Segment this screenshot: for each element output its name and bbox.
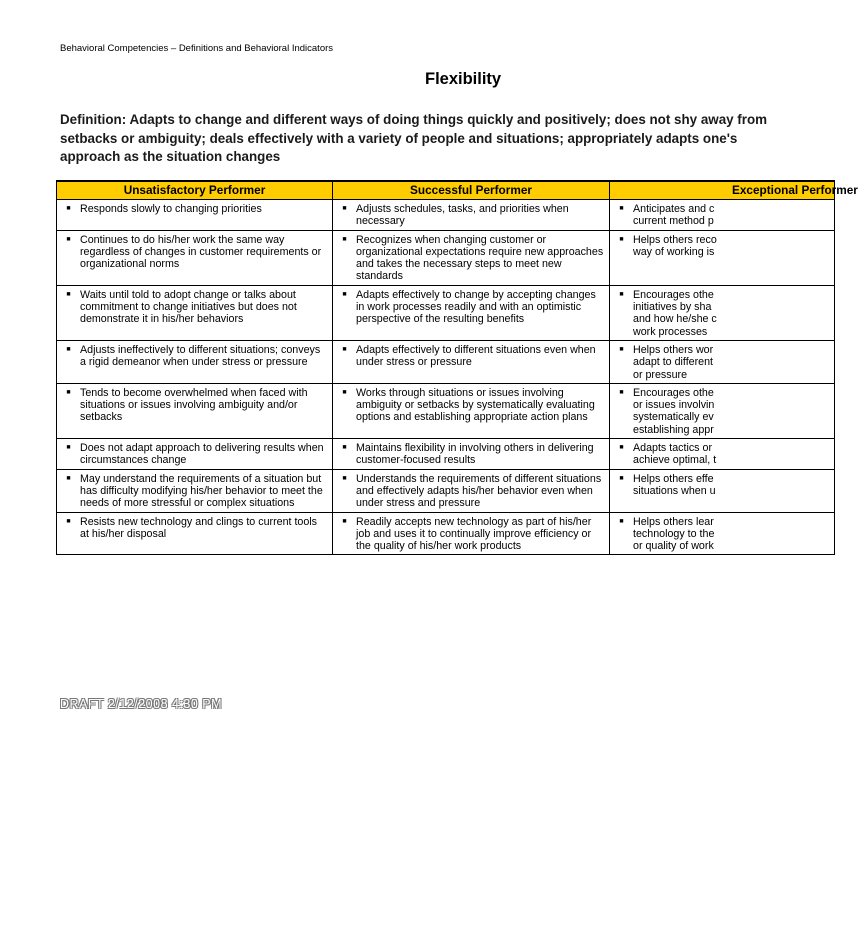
definition-text: Adapts to change and different ways of doing things quickly and positively; does not shy away from setbacks or ambiguity; deals effectively with a variety of people and situations; appropriately adapts one's approach as the situation changes [60, 112, 768, 164]
square-bullet-icon: ■ [619, 444, 624, 452]
square-bullet-icon: ■ [66, 474, 71, 482]
square-bullet-icon: ■ [66, 290, 71, 298]
indicator-text: Works through situations or issues involving ambiguity or setbacks by systematically evaluating options and establishing appropriate action plans [356, 386, 595, 424]
unsatisfactory-cell [57, 512, 333, 555]
table-row [57, 200, 835, 231]
indicator-text: Helps others effe situations when u [633, 472, 716, 497]
exceptional-cell [610, 340, 835, 383]
square-bullet-icon: ■ [619, 345, 624, 353]
unsatisfactory-cell [57, 469, 333, 512]
performance-matrix [56, 180, 858, 555]
indicator-text: Waits until told to adopt change or talks about commitment to change initiatives but does not demonstrate it in his/her behaviors [80, 288, 297, 326]
square-bullet-icon: ■ [342, 345, 347, 353]
square-bullet-icon: ■ [619, 388, 624, 396]
exceptional-cell [610, 512, 835, 555]
square-bullet-icon: ■ [66, 444, 71, 452]
square-bullet-icon: ■ [342, 290, 347, 298]
exceptional-cell [610, 439, 835, 470]
successful-cell [333, 439, 610, 470]
running-header: Behavioral Competencies – Definitions and Behavioral Indicators [60, 43, 334, 54]
square-bullet-icon: ■ [619, 517, 624, 525]
indicator-text: Responds slowly to changing priorities [80, 203, 262, 215]
indicator-text: Helps others reco way of working is [633, 233, 717, 258]
indicator-text: Continues to do his/her work the same way regardless of changes in customer requirements or organizational norms [80, 233, 322, 271]
unsatisfactory-cell [57, 340, 333, 383]
table-row [57, 512, 835, 555]
definition-paragraph [60, 111, 800, 167]
square-bullet-icon: ■ [66, 205, 71, 212]
header-exceptional: Exceptional Performer [610, 181, 835, 200]
unsatisfactory-cell [57, 200, 333, 231]
definition-label: Definition: [60, 112, 127, 127]
square-bullet-icon: ■ [342, 444, 347, 452]
indicator-text: Understands the requirements of different situations and effectively adapts his/her behavior even when under stress and pressure [356, 472, 602, 510]
square-bullet-icon: ■ [342, 388, 347, 396]
unsatisfactory-cell [57, 230, 333, 285]
indicator-text: May understand the requirements of a situation but has difficulty modifying his/her behavior to meet the needs of more stressful or complex situations [80, 472, 323, 510]
successful-cell [333, 340, 610, 383]
square-bullet-icon: ■ [342, 474, 347, 482]
exceptional-cell [610, 285, 835, 340]
unsatisfactory-cell [57, 285, 333, 340]
matrix-header-row [57, 181, 835, 200]
indicator-text: Recognizes when changing customer or organizational expectations require new approaches and takes the necessary steps to meet new standards [356, 233, 604, 283]
square-bullet-icon: ■ [619, 474, 624, 482]
exceptional-cell [610, 200, 835, 231]
exceptional-cell [610, 469, 835, 512]
table-row [57, 383, 835, 438]
indicator-text: Helps others wor adapt to different or pressure [633, 343, 714, 381]
square-bullet-icon: ■ [66, 388, 71, 396]
square-bullet-icon: ■ [619, 290, 624, 298]
header-successful: Successful Performer [333, 181, 610, 200]
exceptional-cell [610, 383, 835, 438]
table-row [57, 340, 835, 383]
indicator-text: Adapts tactics or achieve optimal, t [633, 442, 717, 467]
table-row [57, 439, 835, 470]
successful-cell [333, 512, 610, 555]
square-bullet-icon: ■ [619, 205, 624, 212]
square-bullet-icon: ■ [342, 517, 347, 525]
indicator-text: Does not adapt approach to delivering results when circumstances change [80, 442, 324, 467]
indicator-text: Encourages othe or issues involvin systematically ev establishing appr [633, 386, 715, 436]
successful-cell [333, 469, 610, 512]
draft-watermark: DRAFT 2/12/2008 4:30 PM [60, 697, 223, 711]
table-row [57, 469, 835, 512]
indicator-text: Encourages othe initiatives by sha and how he/she c work processes [633, 288, 717, 338]
page-title: Flexibility [425, 70, 502, 88]
indicator-text: Resists new technology and clings to current tools at his/her disposal [80, 515, 318, 540]
successful-cell [333, 383, 610, 438]
successful-cell [333, 200, 610, 231]
square-bullet-icon: ■ [619, 235, 624, 243]
indicator-text: Maintains flexibility in involving others in delivering customer-focused results [356, 442, 594, 467]
square-bullet-icon: ■ [66, 345, 71, 353]
unsatisfactory-cell [57, 383, 333, 438]
indicator-text: Helps others lear technology to the or quality of work [633, 515, 715, 553]
indicator-text: Adapts effectively to change by accepting changes in work processes readily and with an optimistic perspective of the resulting benefits [356, 288, 596, 326]
header-unsatisfactory: Unsatisfactory Performer [57, 181, 333, 200]
indicator-text: Tends to become overwhelmed when faced with situations or issues involving ambiguity and/or setbacks [80, 386, 308, 424]
indicator-text: Adjusts ineffectively to different situations; conveys a rigid demeanor when under stress or pressure [80, 343, 321, 369]
indicator-text: Readily accepts new technology as part of his/her job and uses it to continually improve efficiency or the quality of his/her work products [356, 515, 592, 553]
square-bullet-icon: ■ [342, 205, 347, 212]
indicator-text: Adapts effectively to different situations even when under stress or pressure [356, 343, 596, 369]
unsatisfactory-cell [57, 439, 333, 470]
successful-cell [333, 230, 610, 285]
indicator-text: Anticipates and c current method p [633, 203, 715, 228]
indicator-text: Adjusts schedules, tasks, and priorities when necessary [356, 203, 569, 228]
square-bullet-icon: ■ [66, 517, 71, 525]
table-row [57, 285, 835, 340]
table-row [57, 230, 835, 285]
successful-cell [333, 285, 610, 340]
square-bullet-icon: ■ [342, 235, 347, 243]
square-bullet-icon: ■ [66, 235, 71, 243]
exceptional-cell [610, 230, 835, 285]
matrix-body [57, 200, 835, 555]
